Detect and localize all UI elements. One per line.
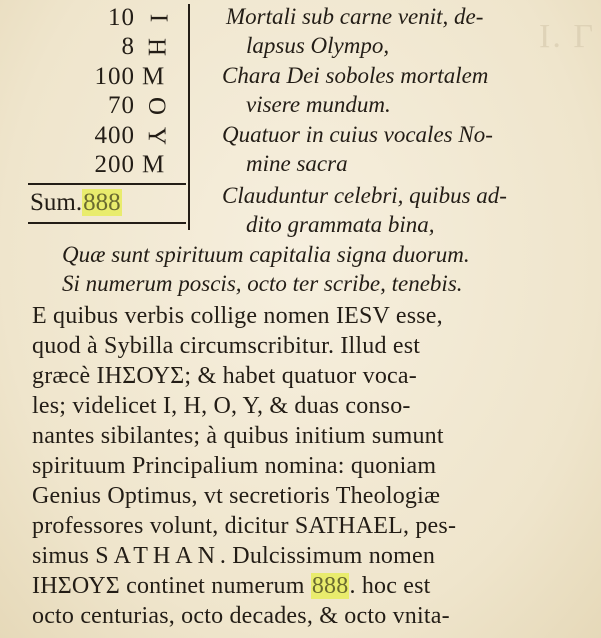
number-cell: 70 <box>108 92 135 119</box>
sum-rule-top <box>28 183 186 185</box>
prose-line <box>32 573 431 600</box>
number-cell: 100 <box>94 63 135 90</box>
letter-cell: Ι <box>145 13 173 23</box>
verse-line: lapsus Olympo, <box>246 33 390 58</box>
letter-cell: Η <box>143 37 171 57</box>
prose-line: octo centurias, octo decades, & octo vnita- <box>32 603 450 629</box>
verse-line: Clauduntur celebri, quibus ad- <box>222 183 507 208</box>
column-divider <box>188 4 190 230</box>
letter-cell: Μ <box>142 151 165 178</box>
verse-line: mine sacra <box>246 151 348 176</box>
number-highlight: 888 <box>311 573 349 599</box>
verse-line: Si numerum poscis, octo ter scribe, tenebis. <box>62 271 463 296</box>
verse-line: dito grammata bina, <box>246 212 435 237</box>
number-cell: 8 <box>121 33 135 60</box>
prose-fragment-spaced: SATHAN <box>95 543 220 569</box>
sum-row <box>30 189 122 217</box>
prose-line: professores volunt, dicitur SATHAEL, pes- <box>32 513 457 539</box>
prose-line: græcè ΙΗΣΟΥΣ; & habet quatuor voca- <box>32 363 417 389</box>
number-cell: 10 <box>108 4 135 31</box>
sum-value-highlight: 888 <box>83 189 121 216</box>
prose-fragment: ΙΗΣΟΥΣ continet numerum <box>32 573 311 599</box>
sum-label: Sum. <box>30 189 83 216</box>
prose-line <box>32 543 435 570</box>
prose-fragment: . Dulcissimum nomen <box>219 543 436 569</box>
bleed-through-text: Ι. Γ <box>539 18 595 55</box>
number-cell: 400 <box>94 122 135 149</box>
prose-fragment: simus <box>32 543 90 569</box>
prose-line: quod à Sybilla circumscribitur. Illud est <box>32 333 421 359</box>
prose-line: les; videlicet I, H, O, Y, & duas conso- <box>32 393 411 419</box>
prose-line: spirituum Principalium nomina: quoniam <box>32 453 437 479</box>
verse-line: Chara Dei soboles mortalem <box>222 63 489 88</box>
letter-cell: Υ <box>143 126 171 146</box>
prose-line: Genius Optimus, vt secretioris Theologiæ <box>32 483 441 509</box>
prose-line: nantes sibilantes; à quibus initium sumunt <box>32 423 444 449</box>
letter-cell: Μ <box>142 63 165 90</box>
letter-cell: Ο <box>143 96 171 116</box>
number-cell: 200 <box>94 151 135 178</box>
verse-line: Quatuor in cuius vocales No- <box>222 122 493 147</box>
verse-line: visere mundum. <box>246 92 391 117</box>
prose-fragment: . hoc est <box>349 573 431 599</box>
prose-line: E quibus verbis collige nomen IESV esse, <box>32 303 443 329</box>
verse-line: Quæ sunt spirituum capitalia signa duorum. <box>62 242 470 267</box>
sum-rule-bottom <box>28 222 186 224</box>
verse-line: Mortali sub carne venit, de- <box>226 4 484 29</box>
